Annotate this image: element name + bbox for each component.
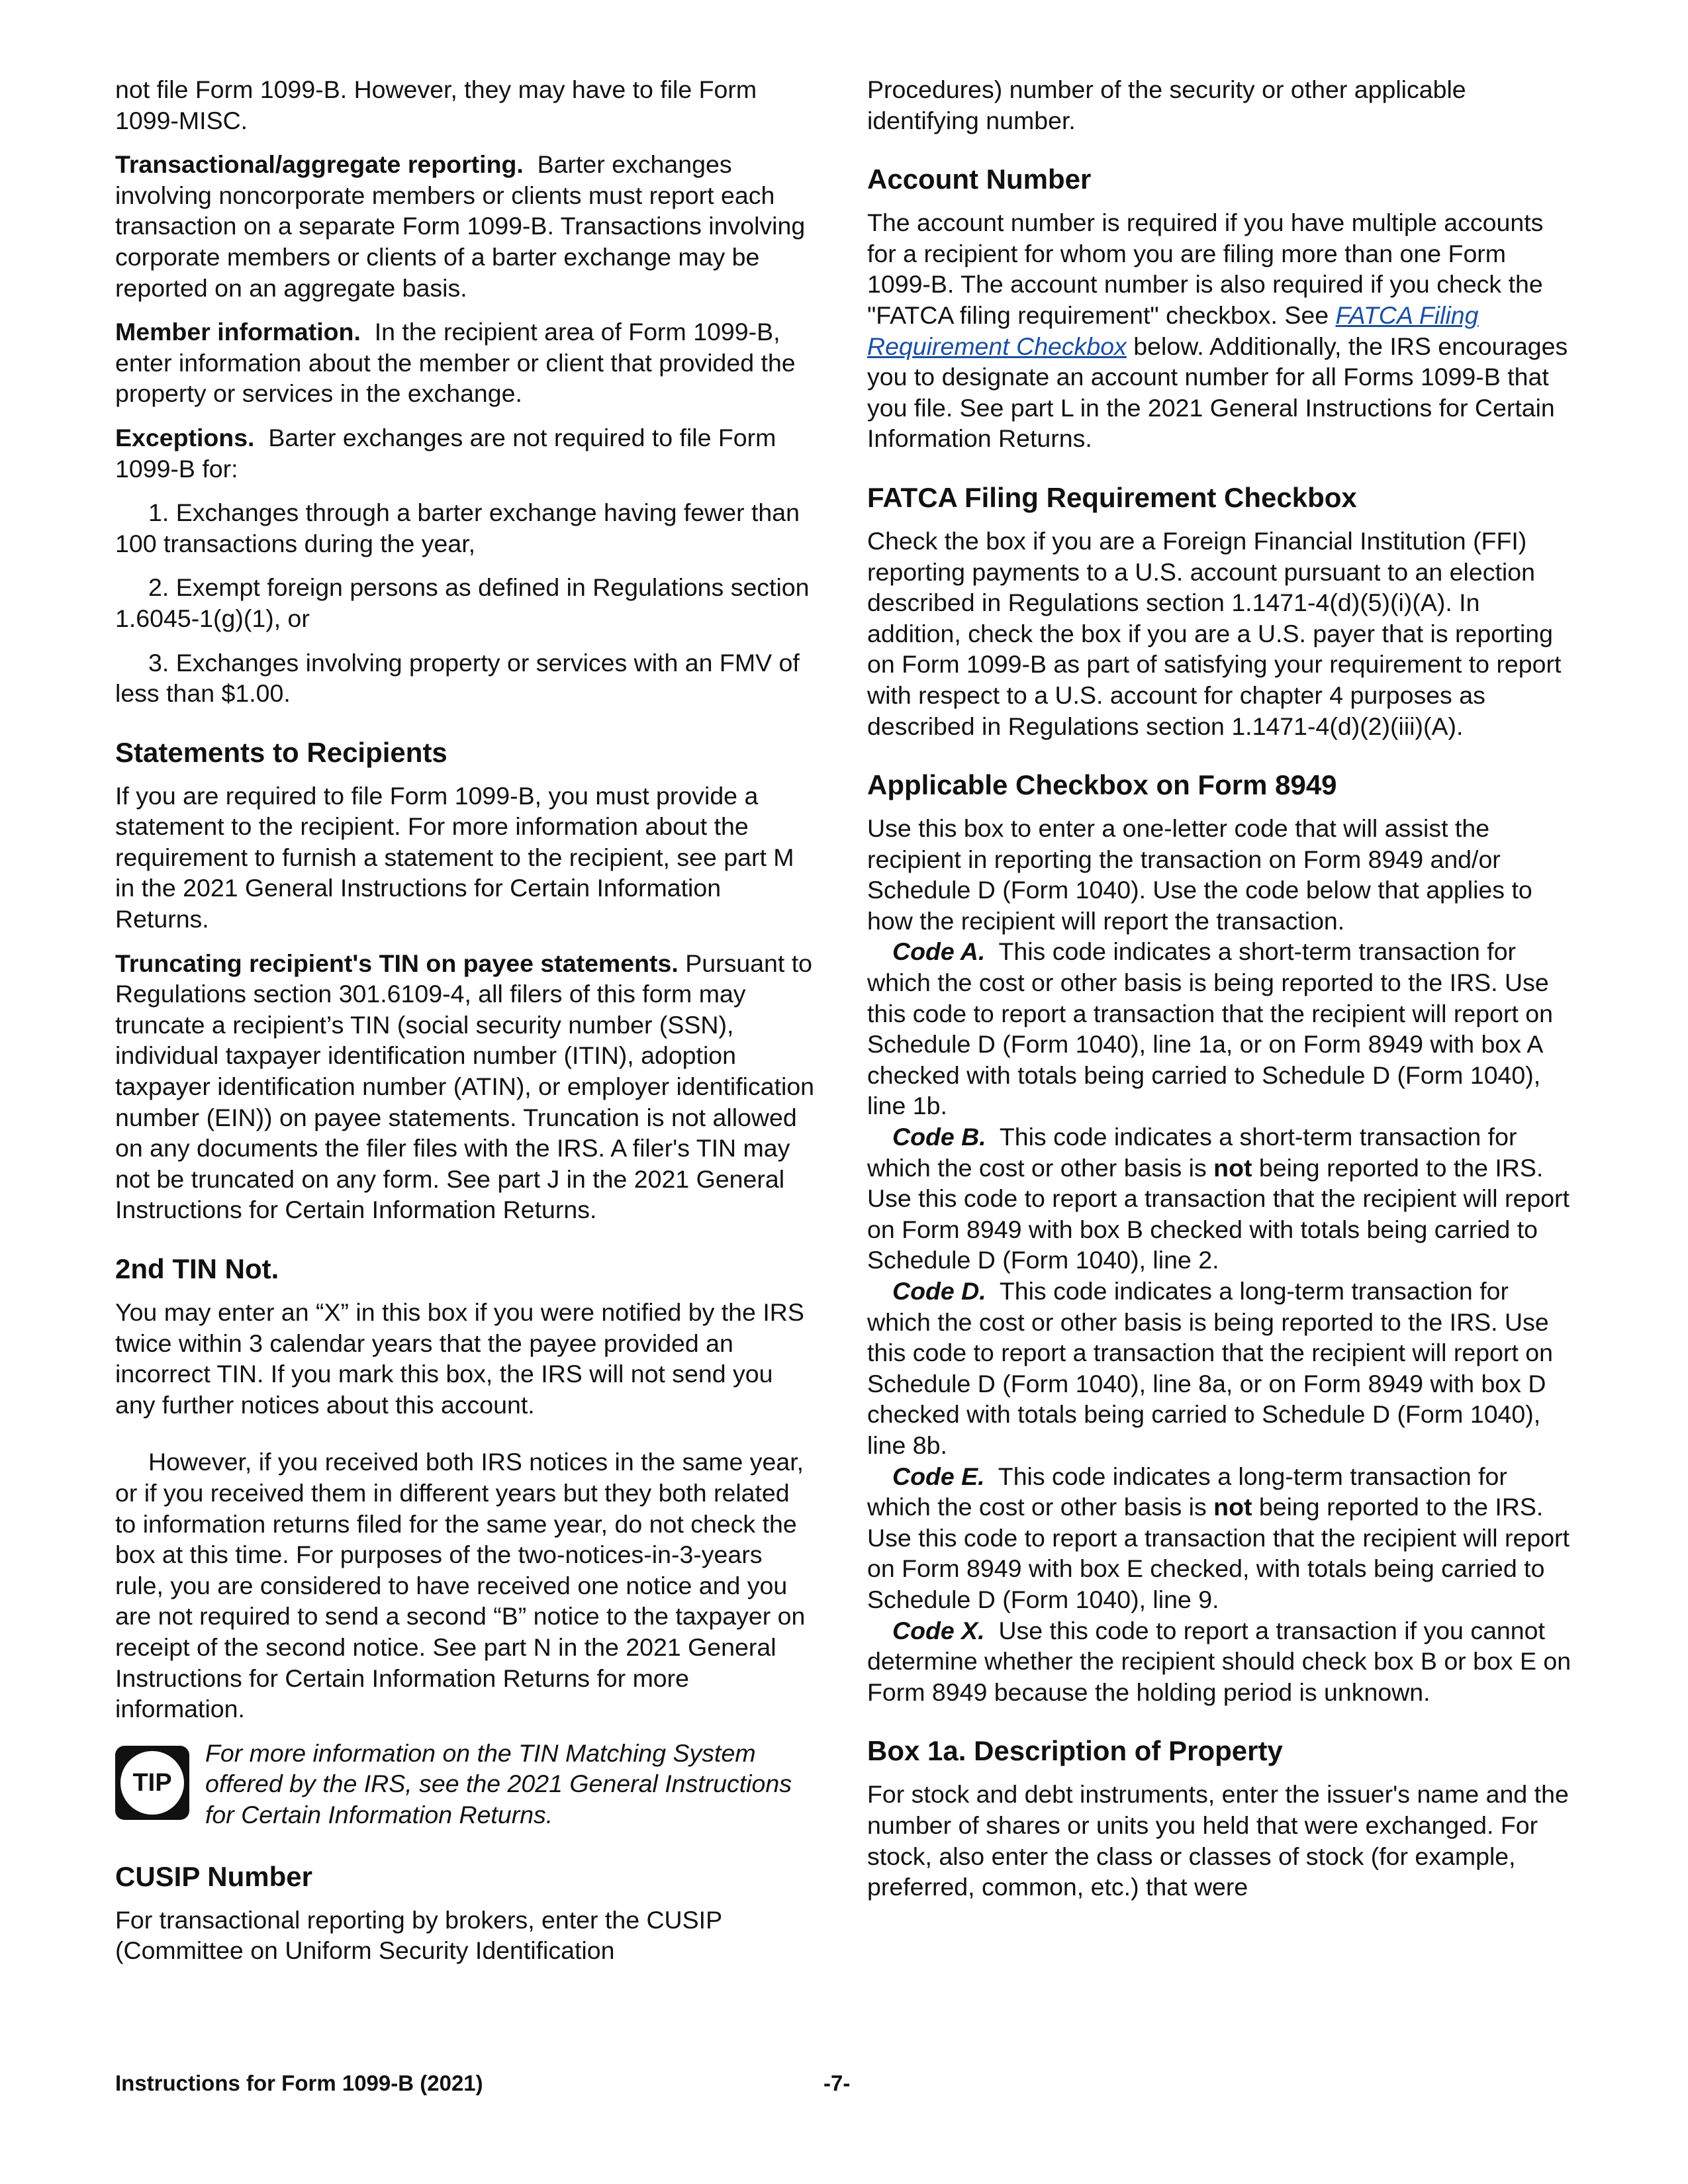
paragraph-text: Use this code to report a transaction if you cannot determine whether the recipient should check box B or box E on Form 8949 because the holding period is unknown. xyxy=(867,1616,1571,1706)
paragraph: However, if you received both IRS notices in the same year, or if you received them in different years but they both related to information returns filed for the same year, do not check the box at this time. For purposes of the two-notices-in-3-years rule, you are considered to have received one notice and you are not required to send a second “B” notice to the taxpayer on receipt of the second notice. See part N in the 2021 General Instructions for Certain Information Returns for more information. xyxy=(115,1448,806,1723)
run-in-heading: Truncating recipient's TIN on payee statements. xyxy=(115,949,679,977)
account-paragraph xyxy=(867,207,1575,454)
paragraph-text: below. Additionally, the IRS encourages you to designate an account number for all Forms 1099-B that you file. See part L in the 2021 General Instructions for Certain Information Returns. xyxy=(867,332,1568,453)
code-b-paragraph xyxy=(867,1121,1575,1276)
section-heading-applicable-checkbox: Applicable Checkbox on Form 8949 xyxy=(867,769,1337,801)
paragraph: Check the box if you are a Foreign Financial Institution (FFI) reporting payments to a U.S. account pursuant to an election described in Regulations section 1.1471-4(d)(5)(i)(A). In addition, check the box if you are a U.S. payer that is reporting on Form 1099-B as part of satisfying your requirement to report with respect to a U.S. account for chapter 4 purposes as described in Regulations section 1.1471-4(d)(2)(iii)(A). xyxy=(867,526,1562,740)
paragraph: If you are required to file Form 1099-B, you must provide a statement to the recipient. For more information about the requirement to furnish a statement to the recipient, see part M in the 2021 General Instructions for Certain Information Returns. xyxy=(115,781,794,933)
code-a-paragraph xyxy=(867,936,1575,1121)
paragraph-text: being reported to the IRS. Use this code to report a transaction that the recipient will report on Form 8949 with box E checked, with totals being carried to Schedule D (Form 1040), line 9. xyxy=(867,1493,1570,1613)
footer-form-title: Instructions for Form 1099-B (2021) xyxy=(115,2071,483,2095)
emphasis-not: not xyxy=(1213,1493,1252,1521)
paragraph-text: Barter exchanges are not required to file Form 1099-B for: xyxy=(115,423,776,483)
code-label: Code B. xyxy=(892,1123,986,1151)
list-item: 1. Exchanges through a barter exchange having fewer than 100 transactions during the year, xyxy=(115,499,800,557)
right-column xyxy=(867,74,1575,1916)
code-x-paragraph xyxy=(867,1615,1575,1708)
section-heading-box-1a: Box 1a. Description of Property xyxy=(867,1735,1283,1767)
paragraph: Use this box to enter a one-letter code that will assist the recipient in reporting the transaction on Form 8949 and/or Schedule D (Form 1040). Use the code below that applies to how the recipient will report the transaction. xyxy=(867,814,1532,935)
emphasis-not: not xyxy=(1213,1153,1252,1182)
run-in-heading: Member information. xyxy=(115,318,361,346)
code-e-paragraph xyxy=(867,1461,1575,1615)
paragraph: For transactional reporting by brokers, enter the CUSIP (Committee on Uniform Security Identification xyxy=(115,1905,722,1965)
run-in-heading: Transactional/aggregate reporting. xyxy=(115,150,524,179)
tip-icon xyxy=(115,1746,189,1820)
paragraph: You may enter an “X” in this box if you were notified by the IRS twice within 3 calendar years that the payee provided an incorrect TIN. If you mark this box, the IRS will not send you any further notices about this account. xyxy=(115,1298,804,1419)
paragraph-text: This code indicates a long-term transaction for which the cost or other basis is xyxy=(867,1462,1507,1521)
code-label: Code A. xyxy=(892,937,986,966)
tip-callout xyxy=(115,1738,817,1830)
paragraph-text: This code indicates a long-term transaction for which the cost or other basis is being reported to the IRS. Use this code to report a transaction that the recipient will report on Schedule D (Form 1040), line 8a, or on Form 8949 with box D checked with totals being carried to Schedule D (Form 1040), line 8b. xyxy=(867,1277,1553,1459)
tip-icon-label: TIP xyxy=(120,1751,184,1815)
code-label: Code E. xyxy=(892,1462,985,1490)
list-item: 3. Exchanges involving property or services with an FMV of less than $1.00. xyxy=(115,648,800,708)
paragraph: Procedures) number of the security or other applicable identifying number. xyxy=(867,75,1466,134)
paragraph-text: This code indicates a short-term transaction for which the cost or other basis is being reported to the IRS. Use this code to report a transaction that the recipient will report on Schedule D (Form 1040), line 1a, or on Form 8949 with box A checked with totals being carried to Schedule D (Form 1040), line 1b. xyxy=(867,937,1553,1120)
member-paragraph xyxy=(115,316,817,409)
page-number: -7- xyxy=(823,2071,851,2095)
paragraph-text: The account number is required if you have multiple accounts for a recipient for whom you are filing more than one Form 1099-B. The account number is also required if you check the "FATCA filing requirement" checkbox. See xyxy=(867,209,1544,329)
paragraph-text: Pursuant to Regulations section 301.6109-4, all filers of this form may truncate a recipient’s TIN (social security number (SSN), individual taxpayer identification number (ITIN), adoption taxpayer identification number (ATIN), or employer identification number (EIN)) on payee statements. Truncation is not allowed on any documents the filer files with the IRS. A filer's TIN may not be truncated on any form. See part J in the 2021 General Instructions for Certain Information Returns. xyxy=(115,949,815,1224)
page-footer xyxy=(115,2071,1575,2104)
left-column xyxy=(115,74,817,1979)
truncating-paragraph xyxy=(115,948,817,1225)
transactional-paragraph xyxy=(115,149,817,303)
list-item: 2. Exempt foreign persons as defined in Regulations section 1.6045-1(g)(1), or xyxy=(115,573,810,632)
paragraph-text: In the recipient area of Form 1099-B, enter information about the member or client that provided the property or services in the exchange. xyxy=(115,318,796,408)
paragraph: For stock and debt instruments, enter the issuer's name and the number of shares or units you held that were exchanged. For stock, also enter the class or classes of stock (for example, preferred, common, etc.) that were xyxy=(867,1780,1569,1901)
paragraph-text: This code indicates a short-term transaction for which the cost or other basis is xyxy=(867,1123,1517,1182)
exceptions-paragraph xyxy=(115,422,817,484)
section-heading-account-number: Account Number xyxy=(867,164,1092,195)
section-heading-statements: Statements to Recipients xyxy=(115,736,447,768)
code-d-paragraph xyxy=(867,1276,1575,1461)
section-heading-2nd-tin: 2nd TIN Not. xyxy=(115,1253,279,1284)
code-label: Code D. xyxy=(892,1277,986,1305)
tip-text: For more information on the TIN Matching System offered by the IRS, see the 2021 General Instructions for Certain Information Returns. xyxy=(205,1738,792,1828)
paragraph-text: being reported to the IRS. Use this code to report a transaction that the recipient will report on Form 8949 with box B checked with totals being carried to Schedule D (Form 1040), line 2. xyxy=(867,1153,1570,1274)
fatca-checkbox-link[interactable]: FATCA Filing Requirement Checkbox xyxy=(867,301,1479,360)
paragraph-text: Barter exchanges involving noncorporate members or clients must report each transaction on a separate Form 1099-B. Transactions involving corporate members or clients of a barter exchange may be reported on an aggregate basis. xyxy=(115,150,806,302)
section-heading-cusip: CUSIP Number xyxy=(115,1860,312,1892)
paragraph: not file Form 1099-B. However, they may have to file Form 1099-MISC. xyxy=(115,75,757,134)
section-heading-fatca: FATCA Filing Requirement Checkbox xyxy=(867,481,1357,513)
code-label: Code X. xyxy=(892,1616,985,1644)
run-in-heading: Exceptions. xyxy=(115,423,255,451)
